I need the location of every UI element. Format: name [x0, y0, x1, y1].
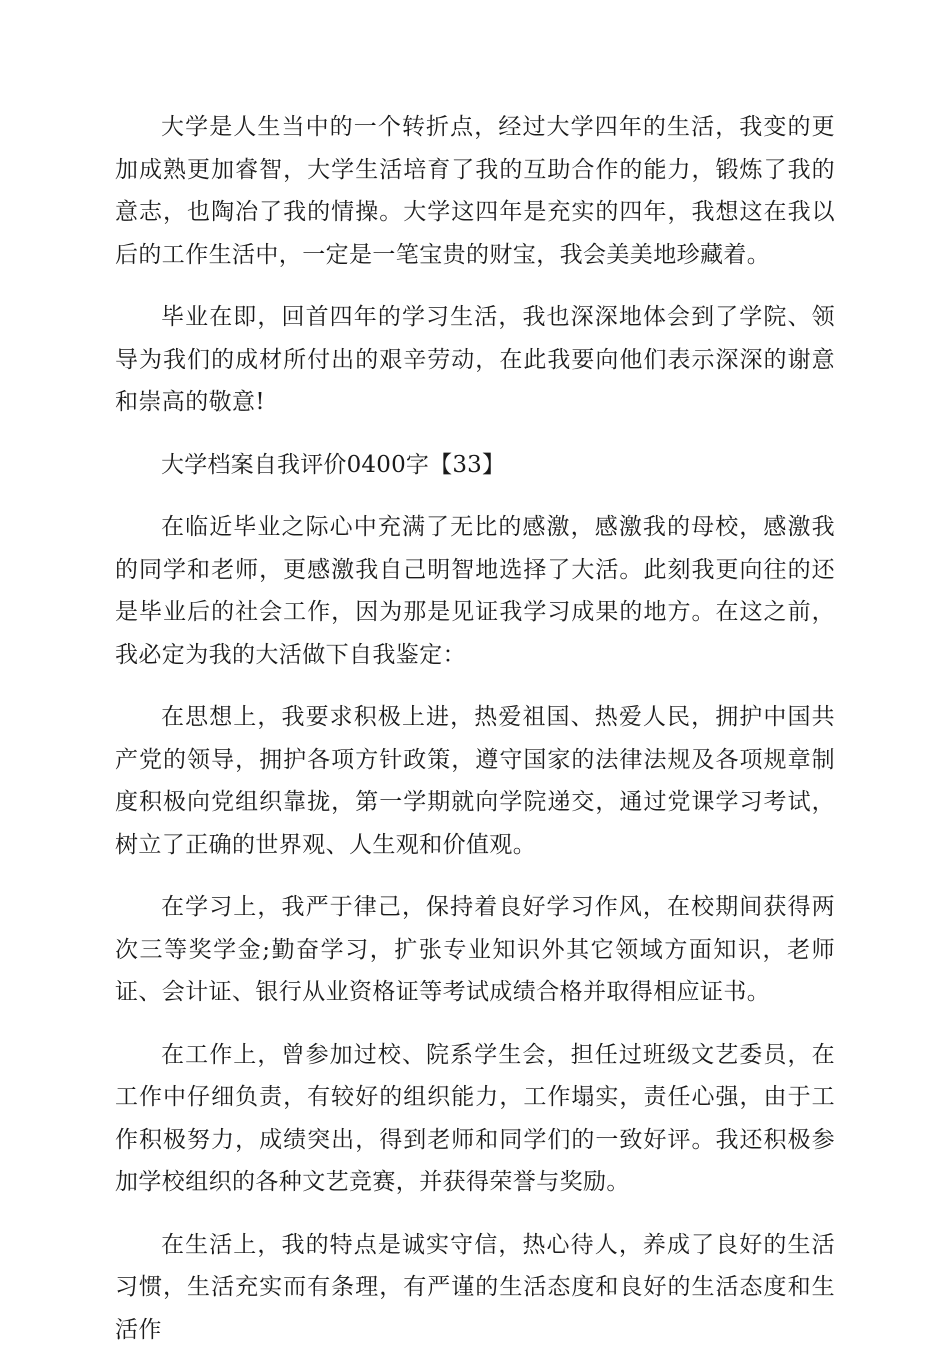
- paragraph-graduation-thanks: 毕业在即，回首四年的学习生活，我也深深地体会到了学院、领导为我们的成材所付出的艰辛劳动，在此我要向他们表示深深的谢意和崇高的敬意!: [115, 304, 835, 415]
- paragraph-turning-point: 大学是人生当中的一个转折点，经过大学四年的生活，我变的更加成熟更加睿智，大学生活培育了我的互助合作的能力，锻炼了我的意志，也陶冶了我的情操。大学这四年是充实的四年，我想这在我以后的工作生活中，一定是一笔宝贵的财宝，我会美美地珍藏着。: [115, 114, 835, 268]
- document-page: [115, 106, 835, 1371]
- section-heading: 大学档案自我评价0400字【33】: [161, 451, 506, 478]
- paragraph-study: 在学习上，我严于律己，保持着良好学习作风，在校期间获得两次三等奖学金;勤奋学习，扩张专业知识外其它领域方面知识，老师证、会计证、银行从业资格证等考试成绩合格并取得相应证书。: [115, 894, 835, 1005]
- paragraph-work: 在工作上，曾参加过校、院系学生会，担任过班级文艺委员，在工作中仔细负责，有较好的组织能力，工作塌实，责任心强，由于工作积极努力，成绩突出，得到老师和同学们的一致好评。我还积极参加学校组织的各种文艺竞赛，并获得荣誉与奖励。: [115, 1041, 835, 1195]
- paragraph-thought: 在思想上，我要求积极上进，热爱祖国、热爱人民，拥护中国共产党的领导，拥护各项方针政策，遵守国家的法律法规及各项规章制度积极向党组织靠拢，第一学期就向学院递交，通过党课学习考试，树立了正确的世界观、人生观和价值观。: [115, 704, 835, 858]
- paragraph-life: 在生活上，我的特点是诚实守信，热心待人，养成了良好的生活习惯，生活充实而有条理，有严谨的生活态度和良好的生活态度和生活作: [115, 1231, 835, 1343]
- paragraph-gratitude: 在临近毕业之际心中充满了无比的感激，感激我的母校，感激我的同学和老师，更感激我自己明智地选择了大活。此刻我更向往的还是毕业后的社会工作，因为那是见证我学习成果的地方。在这之前，我必定为我的大活做下自我鉴定：: [115, 514, 835, 668]
